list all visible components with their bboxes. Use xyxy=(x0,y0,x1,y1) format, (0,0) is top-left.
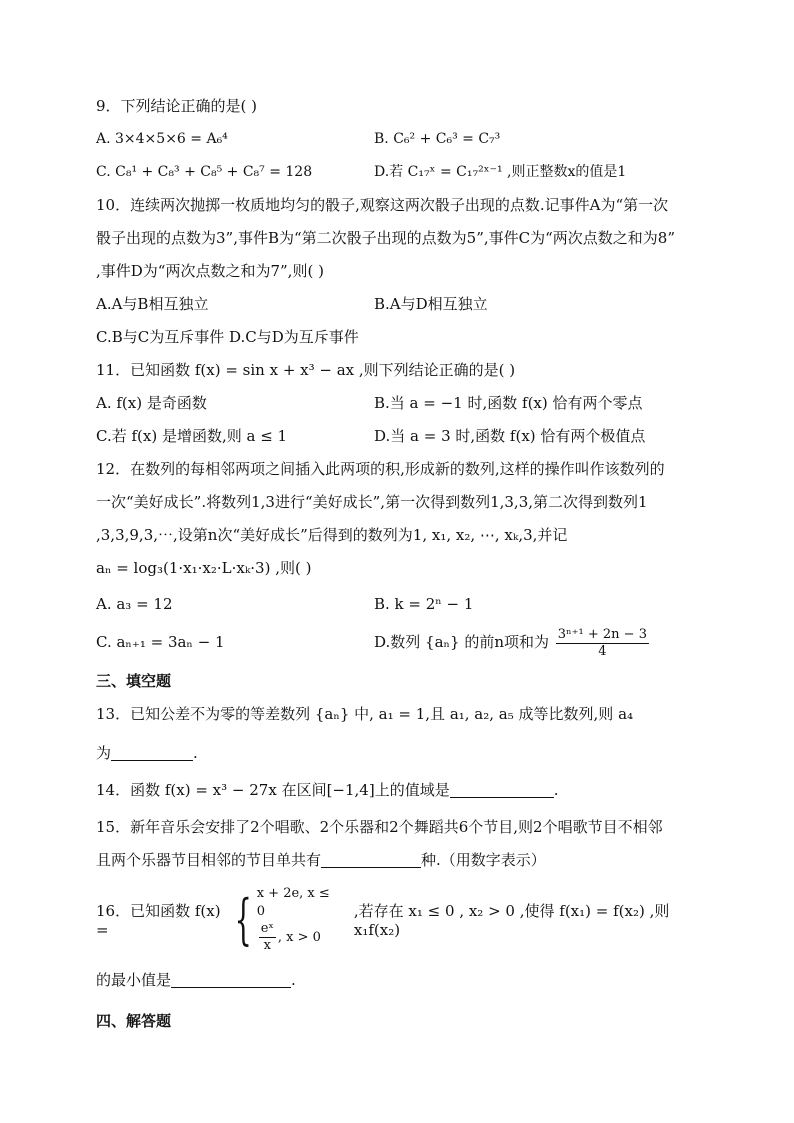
option-12c: C. aₙ₊₁ = 3aₙ − 1 xyxy=(96,633,225,651)
question-14-text: 14．函数 f(x) = x³ − 27x 在区间[−1,4]上的值域是 xyxy=(96,781,450,799)
option-11c: C.若 f(x) 是增函数,则 a ≤ 1 xyxy=(96,427,288,445)
answer-blank-15[interactable] xyxy=(321,851,421,868)
option-9c: C. C₈¹ + C₈³ + C₈⁵ + C₈⁷ = 128 xyxy=(96,164,313,180)
option-12b: B. k = 2ⁿ − 1 xyxy=(374,595,474,613)
option-11b: B.当 a = −1 时,函数 f(x) 恰有两个零点 xyxy=(374,394,643,412)
option-12d-denominator: 4 xyxy=(598,643,607,659)
question-15-line-2 xyxy=(96,844,706,877)
option-11d: D.当 a = 3 时,函数 f(x) 恰有两个极值点 xyxy=(374,427,646,445)
option-12d-prefix: D.数列 {aₙ} 的前n项和为 xyxy=(374,633,549,651)
left-brace: { xyxy=(234,887,253,951)
question-11-options xyxy=(96,387,706,453)
option-9b: B. C₆² + C₆³ = C₇³ xyxy=(374,131,501,147)
question-11-stem: 11．已知函数 f(x) = sin x + x³ − ax ,则下列结论正确的是( ) xyxy=(96,361,516,379)
question-10-line-3: ,事件D为“两次点数之和为7”,则( ) xyxy=(96,262,324,280)
question-13-suffix: . xyxy=(193,744,198,762)
option-9a: A. 3×4×5×6 = A₆⁴ xyxy=(96,131,228,147)
piecewise-case-2-denominator: x xyxy=(263,938,271,953)
question-10-line-1: 10．连续两次抛掷一枚质地均匀的骰子,观察这两次骰子出现的点数.记事件A为“第一次 xyxy=(96,196,669,214)
question-14-suffix: . xyxy=(553,781,559,799)
question-10-line-2: 骰子出现的点数为3”,事件B为“第二次骰子出现的点数为5”,事件C为“两次点数之和为8” xyxy=(96,229,676,247)
question-12-line-4: aₙ = log₃(1·x₁·x₂·L·xₖ·3) ,则( ) xyxy=(96,559,312,577)
option-11a: A. f(x) 是奇函数 xyxy=(96,394,207,412)
option-12a: A. a₃ = 12 xyxy=(96,595,173,613)
question-12-options xyxy=(96,585,706,661)
option-10a: A.A与B相互独立 xyxy=(96,295,209,313)
answer-blank-16[interactable] xyxy=(171,971,291,988)
question-13-prefix: 为 xyxy=(96,744,112,762)
question-14 xyxy=(96,774,706,807)
question-15-line-1: 15．新年音乐会安排了2个唱歌、2个乐器和2个舞蹈共6个节目,则2个唱歌节目不相邻 xyxy=(96,818,663,836)
option-10cd: C.B与C为互斥事件 D.C与D为互斥事件 xyxy=(96,328,359,346)
option-12d xyxy=(374,623,706,661)
piecewise-case-2-numerator: eˣ xyxy=(260,921,274,936)
question-9-options xyxy=(96,123,706,189)
piecewise-cases xyxy=(257,885,338,954)
question-16-suffix-text: ,若存在 x₁ ≤ 0 , x₂ > 0 ,使得 f(x₁) = f(x₂) ,则 x₁f(x₂) xyxy=(353,902,670,939)
option-9d: D.若 C₁₇ˣ = C₁₇²ˣ⁻¹ ,则正整数x的值是1 xyxy=(374,164,627,180)
question-12-line-3: ,3,3,9,3,⋯,设第n次“美好成长”后得到的数列为1, x₁, x₂, ⋯, xₖ,3,并记 xyxy=(96,526,568,544)
exam-page xyxy=(96,90,706,1038)
question-13-line-2 xyxy=(96,737,706,770)
question-15-prefix: 且两个乐器节目相邻的节目单共有 xyxy=(96,851,322,869)
answer-blank-13[interactable] xyxy=(111,744,193,761)
piecewise-function xyxy=(232,885,338,954)
question-16-prefix: 16．已知函数 f(x) = xyxy=(96,902,221,939)
piecewise-case-1: x + 2e, x ≤ 0 xyxy=(256,886,330,919)
question-16-line-2 xyxy=(96,964,706,997)
section-3-heading: 三、填空题 xyxy=(96,672,172,690)
question-13-line-1: 13．已知公差不为零的等差数列 {aₙ} 中, a₁ = 1,且 a₁, a₂, a₅ 成等比数列,则 a₄ xyxy=(96,705,634,723)
piecewise-case-2-fraction xyxy=(259,921,276,954)
question-12-line-1: 12．在数列的每相邻两项之间插入此两项的积,形成新的数列,这样的操作叫作该数列的 xyxy=(96,460,665,478)
piecewise-case-2 xyxy=(257,921,338,954)
question-16-line-1 xyxy=(96,885,706,954)
question-9-stem: 9．下列结论正确的是( ) xyxy=(96,97,258,115)
question-12-line-2: 一次“美好成长”.将数列1,3进行“美好成长”,第一次得到数列1,3,3,第二次得到数列1 xyxy=(96,493,648,511)
question-16-line-2-suffix: . xyxy=(291,971,296,989)
question-10-options xyxy=(96,288,706,321)
option-10b: B.A与D相互独立 xyxy=(374,295,488,313)
question-15-suffix: 种.（用数字表示） xyxy=(421,851,546,869)
piecewise-case-2-condition: , x > 0 xyxy=(277,929,321,945)
question-16-line-2-prefix: 的最小值是 xyxy=(96,971,172,989)
answer-blank-14[interactable] xyxy=(450,781,554,798)
option-12d-fraction xyxy=(556,627,649,660)
option-12d-numerator: 3ⁿ⁺¹ + 2n − 3 xyxy=(557,626,647,642)
section-4-heading: 四、解答题 xyxy=(96,1012,172,1030)
